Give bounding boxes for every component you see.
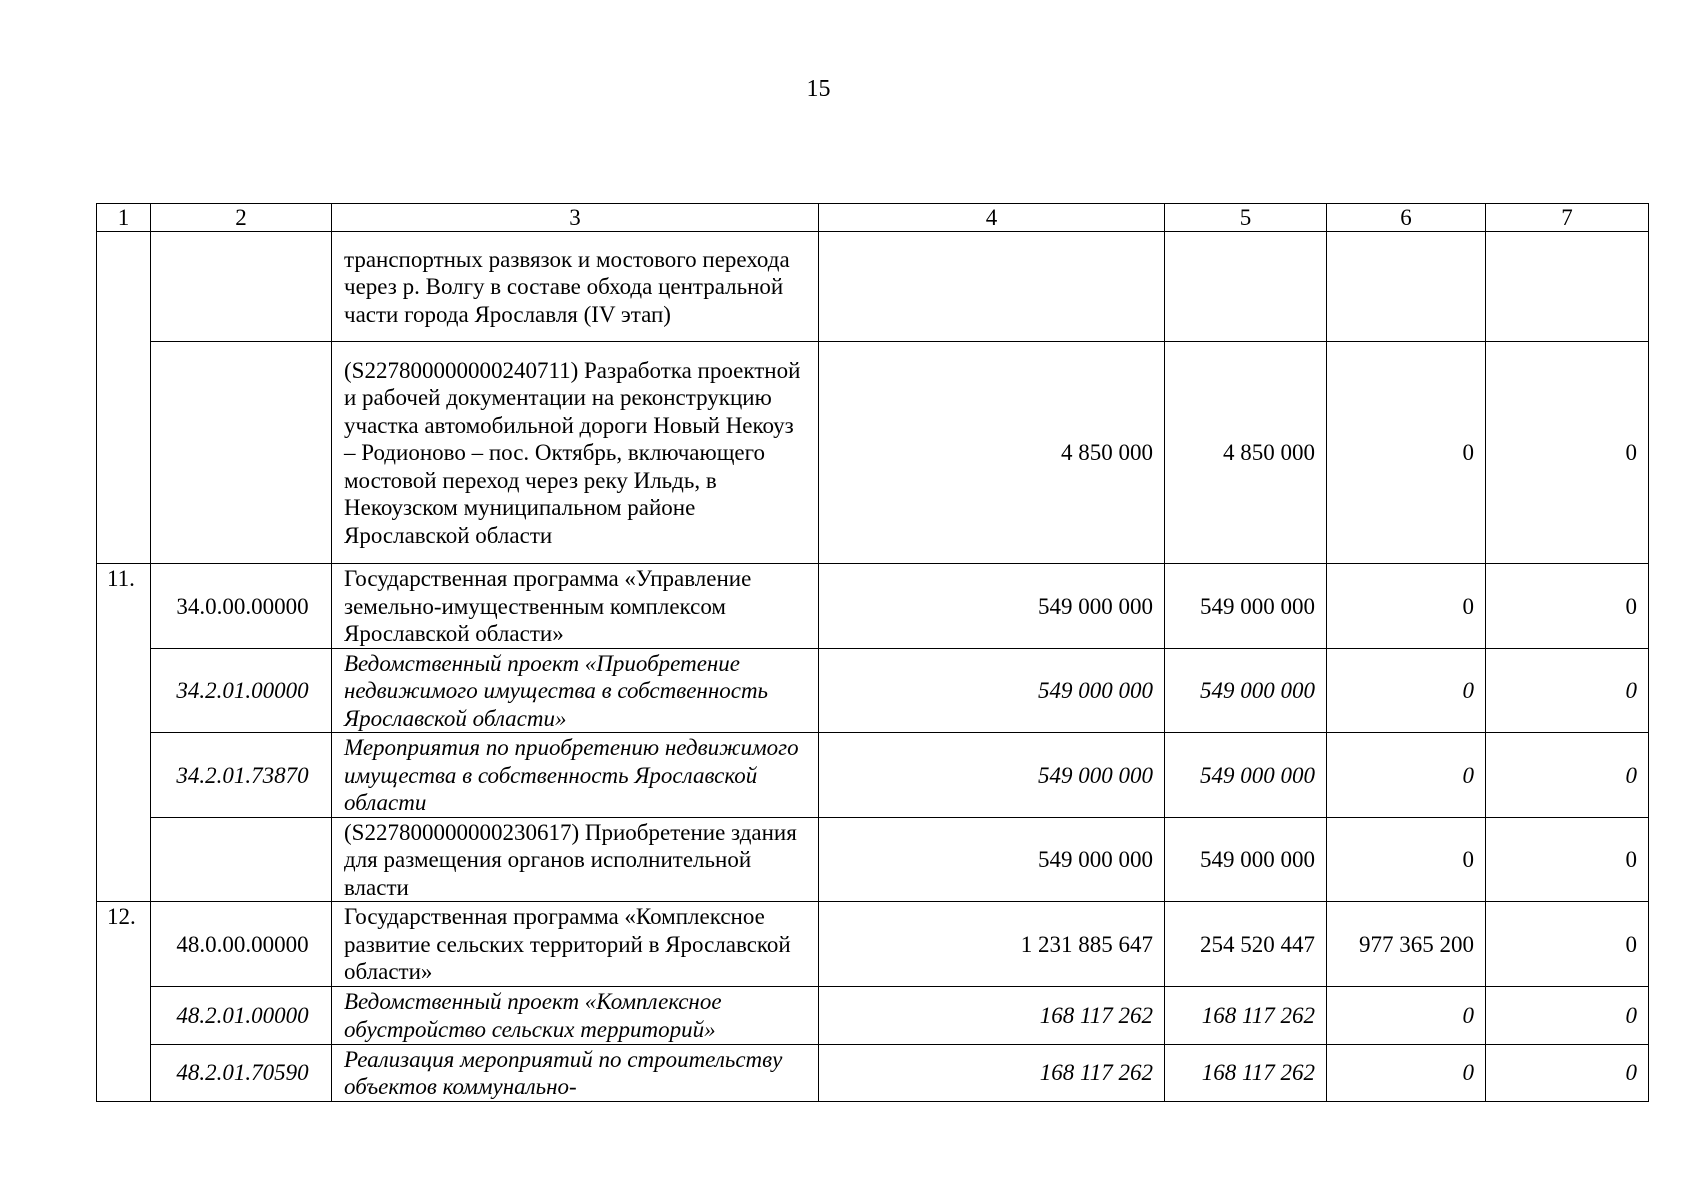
column-header-5: 5 bbox=[1165, 204, 1327, 232]
value-col4: 168 117 262 bbox=[819, 986, 1165, 1044]
code-cell: 34.0.00.00000 bbox=[151, 564, 332, 649]
value-col4: 4 850 000 bbox=[819, 342, 1165, 564]
value-col4: 1 231 885 647 bbox=[819, 902, 1165, 987]
column-header-7: 7 bbox=[1486, 204, 1649, 232]
value-col6: 977 365 200 bbox=[1327, 902, 1486, 987]
value-col7: 0 bbox=[1486, 733, 1649, 818]
name-cell: Мероприятия по приобретению недвижимого имущества в собственность Ярославской области bbox=[332, 733, 819, 818]
value-col5: 168 117 262 bbox=[1165, 986, 1327, 1044]
value-col4: 168 117 262 bbox=[819, 1044, 1165, 1101]
value-col6: 0 bbox=[1327, 733, 1486, 818]
value-col5 bbox=[1165, 232, 1327, 342]
name-cell: Ведомственный проект «Приобретение недвижимого имущества в собственность Ярославской области» bbox=[332, 648, 819, 733]
value-col5: 549 000 000 bbox=[1165, 817, 1327, 902]
row-number-cell: 11. bbox=[97, 564, 151, 902]
name-cell: Реализация мероприятий по строительству объектов коммунально- bbox=[332, 1044, 819, 1101]
value-col5: 549 000 000 bbox=[1165, 648, 1327, 733]
table-row bbox=[97, 232, 1649, 342]
value-col4: 549 000 000 bbox=[819, 564, 1165, 649]
code-cell: 34.2.01.00000 bbox=[151, 648, 332, 733]
code-cell: 48.0.00.00000 bbox=[151, 902, 332, 987]
value-col6: 0 bbox=[1327, 648, 1486, 733]
table-row bbox=[97, 817, 1649, 902]
name-cell: Государственная программа «Комплексное развитие сельских территорий в Ярославской области» bbox=[332, 902, 819, 987]
column-header-2: 2 bbox=[151, 204, 332, 232]
value-col7: 0 bbox=[1486, 342, 1649, 564]
value-col5: 168 117 262 bbox=[1165, 1044, 1327, 1101]
name-cell: (S227800000000230617) Приобретение здания для размещения органов исполнительной власти bbox=[332, 817, 819, 902]
table-row bbox=[97, 564, 1649, 649]
value-col4: 549 000 000 bbox=[819, 817, 1165, 902]
code-cell: 48.2.01.70590 bbox=[151, 1044, 332, 1101]
value-col4 bbox=[819, 232, 1165, 342]
code-cell: 48.2.01.00000 bbox=[151, 986, 332, 1044]
budget-table bbox=[96, 203, 1649, 1102]
column-header-3: 3 bbox=[332, 204, 819, 232]
value-col7: 0 bbox=[1486, 1044, 1649, 1101]
table-row bbox=[97, 733, 1649, 818]
column-header-1: 1 bbox=[97, 204, 151, 232]
code-cell bbox=[151, 817, 332, 902]
table-row bbox=[97, 986, 1649, 1044]
value-col6: 0 bbox=[1327, 986, 1486, 1044]
value-col7: 0 bbox=[1486, 564, 1649, 649]
value-col6: 0 bbox=[1327, 342, 1486, 564]
value-col7: 0 bbox=[1486, 986, 1649, 1044]
code-cell bbox=[151, 342, 332, 564]
value-col5: 549 000 000 bbox=[1165, 564, 1327, 649]
row-number-cell bbox=[97, 232, 151, 564]
table-row bbox=[97, 648, 1649, 733]
table-row bbox=[97, 342, 1649, 564]
code-cell bbox=[151, 232, 332, 342]
header-row bbox=[97, 204, 1649, 232]
table-row bbox=[97, 902, 1649, 987]
name-cell: транспортных развязок и мостового перехода через р. Волгу в составе обхода центральной части города Ярославля (IV этап) bbox=[332, 232, 819, 342]
row-number-cell: 12. bbox=[97, 902, 151, 1102]
value-col6: 0 bbox=[1327, 1044, 1486, 1101]
name-cell: (S227800000000240711) Разработка проектной и рабочей документации на реконструкцию участка автомобильной дороги Новый Некоуз – Родионово – пос. Октябрь, включающего мостовой переход через реку Ильдь, в Некоузском муниципальном районе Ярославской области bbox=[332, 342, 819, 564]
name-cell: Государственная программа «Управление земельно-имущественным комплексом Ярославской области» bbox=[332, 564, 819, 649]
column-header-4: 4 bbox=[819, 204, 1165, 232]
value-col5: 549 000 000 bbox=[1165, 733, 1327, 818]
value-col7: 0 bbox=[1486, 817, 1649, 902]
name-cell: Ведомственный проект «Комплексное обустройство сельских территорий» bbox=[332, 986, 819, 1044]
column-header-6: 6 bbox=[1327, 204, 1486, 232]
table-row bbox=[97, 1044, 1649, 1101]
value-col4: 549 000 000 bbox=[819, 733, 1165, 818]
value-col7: 0 bbox=[1486, 902, 1649, 987]
value-col5: 4 850 000 bbox=[1165, 342, 1327, 564]
value-col6 bbox=[1327, 232, 1486, 342]
value-col7 bbox=[1486, 232, 1649, 342]
value-col5: 254 520 447 bbox=[1165, 902, 1327, 987]
page-number: 15 bbox=[806, 76, 831, 102]
value-col4: 549 000 000 bbox=[819, 648, 1165, 733]
value-col7: 0 bbox=[1486, 648, 1649, 733]
value-col6: 0 bbox=[1327, 817, 1486, 902]
code-cell: 34.2.01.73870 bbox=[151, 733, 332, 818]
value-col6: 0 bbox=[1327, 564, 1486, 649]
